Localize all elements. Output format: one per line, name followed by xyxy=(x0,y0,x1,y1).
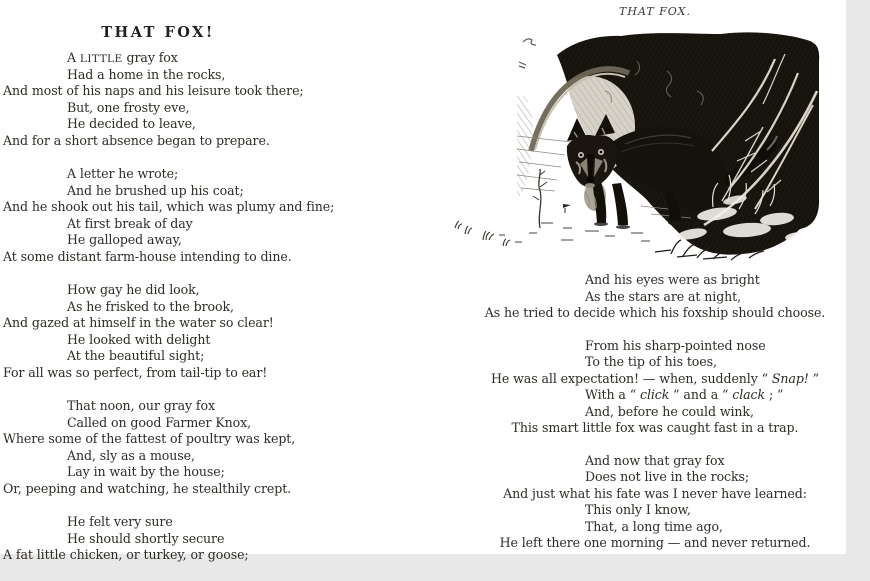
poem-line xyxy=(3,531,433,548)
poem-text: And gazed at himself in the water so clear! xyxy=(3,315,274,330)
poem-text: gray fox xyxy=(122,50,178,65)
poem-text: Does not live in the rocks; xyxy=(585,469,750,484)
poem-line xyxy=(3,398,433,415)
poem-line xyxy=(3,183,433,200)
poem-text: This smart little fox was caught fast in a trap. xyxy=(511,420,799,435)
poem-text: At first break of day xyxy=(67,215,193,231)
poem-text: LITTLE xyxy=(79,53,123,65)
poem-text: He was all expectation! — when, suddenly “ xyxy=(490,370,772,386)
stanza xyxy=(455,272,855,322)
poem-text: And, before he could wink, xyxy=(585,403,754,419)
poem-text: ” xyxy=(808,370,820,386)
poem-line xyxy=(3,100,433,117)
poem-line xyxy=(3,315,433,332)
poem-text: At the beautiful sight; xyxy=(67,348,205,363)
poem-text: From his sharp-pointed nose xyxy=(585,337,766,353)
poem-text: And he brushed up his coat; xyxy=(67,182,244,198)
poem-text: And for a short absence began to prepare. xyxy=(3,132,270,148)
poem-line xyxy=(3,348,433,365)
poem-text: Snap! xyxy=(771,370,809,386)
poem-line xyxy=(3,547,433,564)
poem-line xyxy=(3,166,433,183)
poem-line xyxy=(3,332,433,349)
poem-line xyxy=(455,338,855,355)
poem-line xyxy=(3,50,433,67)
stanza xyxy=(455,453,855,552)
poem-text: As the stars are at night, xyxy=(585,288,742,304)
poem-text: And he shook out his tail, which was plumy and fine; xyxy=(3,199,335,214)
poem-text: How gay he did look, xyxy=(67,282,200,297)
stanza xyxy=(3,514,433,564)
poem-text: A xyxy=(67,50,80,65)
poem-line xyxy=(455,535,855,552)
poem-line xyxy=(3,282,433,299)
poem-line xyxy=(455,469,855,486)
poem-text: Where some of the fattest of poultry was kept, xyxy=(3,431,296,446)
poem-line xyxy=(455,519,855,536)
poem-text: He galloped away, xyxy=(67,232,182,247)
poem-text: clack xyxy=(732,387,766,402)
left-poem xyxy=(3,50,433,581)
poem-text: And his eyes were as bright xyxy=(585,272,760,287)
poem-text: A fat little chicken, or turkey, or goose; xyxy=(3,547,249,562)
poem-text: At some distant farm-house intending to dine. xyxy=(3,248,292,264)
poem-text: He left there one morning — and never returned. xyxy=(499,535,811,550)
fox-nose xyxy=(587,177,595,183)
poem-line xyxy=(3,514,433,531)
poem-line xyxy=(455,486,855,503)
poem-text: Or, peeping and watching, he stealthily crept. xyxy=(3,480,292,496)
poem-text: And now that gray fox xyxy=(585,452,725,468)
poem-line xyxy=(3,83,433,100)
stanza xyxy=(3,282,433,381)
poem-text: He decided to leave, xyxy=(67,116,196,131)
poem-text: That, a long time ago, xyxy=(585,518,723,534)
poem-line xyxy=(3,448,433,465)
poem-line xyxy=(455,272,855,289)
poem-text: As he frisked to the brook, xyxy=(67,298,234,314)
poem-text: He looked with delight xyxy=(67,331,211,347)
poem-line xyxy=(3,464,433,481)
poem-line xyxy=(455,371,855,388)
poem-line xyxy=(3,67,433,84)
stanza xyxy=(455,338,855,437)
poem-text: This only I know, xyxy=(585,502,691,517)
poem-text: And most of his naps and his leisure took there; xyxy=(3,83,304,98)
poem-line xyxy=(455,305,855,322)
poem-text: And just what his fate was I never have learned: xyxy=(503,485,807,501)
poem-text: For all was so perfect, from tail-tip to ear! xyxy=(3,364,268,380)
poem-line xyxy=(3,116,433,133)
poem-text: That noon, our gray fox xyxy=(67,398,215,413)
poem-line xyxy=(3,232,433,249)
stanza xyxy=(3,398,433,497)
poem-text: ” and a “ xyxy=(669,387,733,402)
poem-text: He felt very sure xyxy=(67,514,173,529)
poem-text: As he tried to decide which his foxship should choose. xyxy=(484,305,826,320)
poem-line xyxy=(455,404,855,421)
poem-text: Had a home in the rocks, xyxy=(67,66,226,82)
poem-line xyxy=(3,365,433,382)
poem-line xyxy=(3,431,433,448)
poem-line xyxy=(3,481,433,498)
poem-text: But, one frosty eve, xyxy=(67,99,190,115)
poem-text: click xyxy=(639,387,670,402)
poem-line xyxy=(455,289,855,306)
running-header: THAT FOX. xyxy=(619,5,691,18)
stanza xyxy=(3,50,433,149)
poem-title: THAT FOX! xyxy=(101,24,215,41)
poem-text: With a “ xyxy=(585,387,640,402)
poem-text: He should shortly secure xyxy=(67,530,225,546)
poem-text: To the tip of his toes, xyxy=(585,354,717,369)
poem-line xyxy=(455,387,855,404)
poem-line xyxy=(455,453,855,470)
poem-line xyxy=(455,354,855,371)
fox-engraving-illustration xyxy=(445,28,845,262)
poem-line xyxy=(3,199,433,216)
poem-text: And, sly as a mouse, xyxy=(67,447,195,463)
poem-line xyxy=(3,249,433,266)
poem-text: Called on good Farmer Knox, xyxy=(67,414,252,430)
stanza xyxy=(3,166,433,265)
poem-line xyxy=(455,502,855,519)
poem-line xyxy=(3,216,433,233)
poem-line xyxy=(3,415,433,432)
poem-text: ; ” xyxy=(765,387,784,402)
poem-line xyxy=(455,420,855,437)
right-poem xyxy=(455,272,855,568)
poem-text: A letter he wrote; xyxy=(67,166,179,181)
poem-text: Lay in wait by the house; xyxy=(67,464,225,479)
poem-line xyxy=(3,299,433,316)
poem-line xyxy=(3,133,433,150)
